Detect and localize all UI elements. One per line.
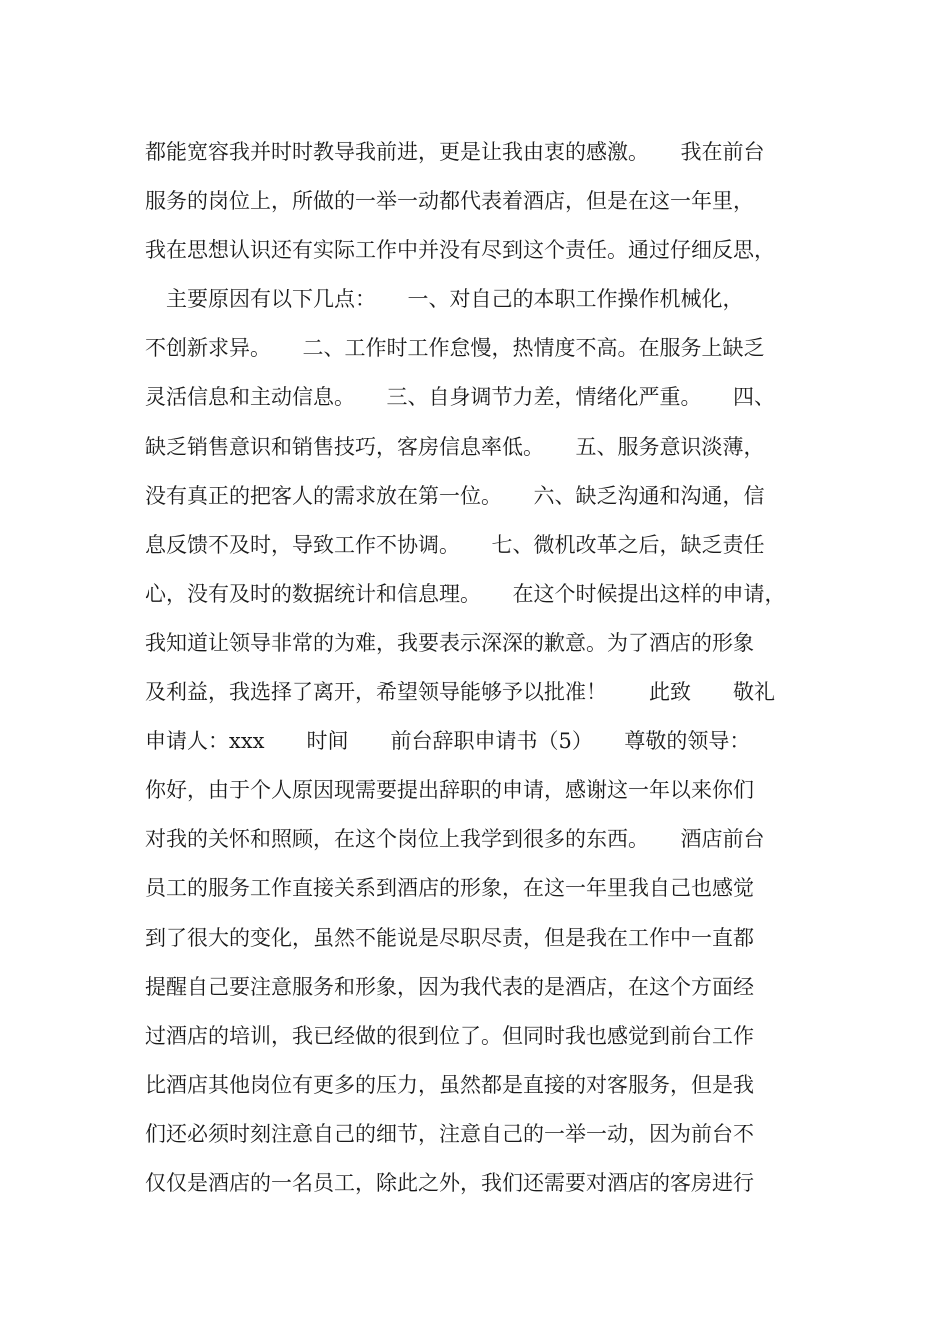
- text-line: 到了很大的变化，虽然不能说是尽职尽责，但是我在工作中一直都: [145, 925, 754, 950]
- text-line: 们还必须时刻注意自己的细节，注意自己的一举一动，因为前台不: [145, 1121, 754, 1146]
- text-line: 你好，由于个人原因现需要提出辞职的申请，感谢这一年以来你们: [145, 778, 754, 803]
- text-line: 心，没有及时的数据统计和信息理。 在这个时候提出这样的申请，: [145, 581, 786, 606]
- text-line: 主要原因有以下几点： 一、对自己的本职工作操作机械化，: [145, 287, 744, 312]
- text-line: 提醒自己要注意服务和形象，因为我代表的是酒店，在这个方面经: [145, 974, 754, 999]
- text-line: 申请人：xxx 时间 前台辞职申请书（5） 尊敬的领导：: [145, 729, 751, 754]
- text-line: 没有真正的把客人的需求放在第一位。 六、缺乏沟通和沟通，信: [145, 483, 765, 508]
- text-line: 员工的服务工作直接关系到酒店的形象，在这一年里我自己也感觉: [145, 876, 754, 901]
- text-line: 息反馈不及时，导致工作不协调。 七、微机改革之后，缺乏责任: [145, 532, 765, 557]
- body-text: [145, 128, 835, 1208]
- text-line: 我在思想认识还有实际工作中并没有尽到这个责任。通过仔细反思，: [145, 238, 775, 263]
- text-line: 我知道让领导非常的为难，我要表示深深的歉意。为了酒店的形象: [145, 630, 754, 655]
- text-line: 都能宽容我并时时教导我前进，更是让我由衷的感激。 我在前台: [145, 140, 765, 164]
- text-line: 服务的岗位上，所做的一举一动都代表着酒店，但是在这一年里，: [145, 189, 754, 214]
- text-line: 及利益，我选择了离开，希望领导能够予以批准！ 此致 敬礼: [145, 680, 775, 705]
- text-line: 过酒店的培训，我已经做的很到位了。但同时我也感觉到前台工作: [145, 1023, 754, 1048]
- text-line: 缺乏销售意识和销售技巧，客房信息率低。 五、服务意识淡薄，: [145, 434, 765, 459]
- text-line: 灵活信息和主动信息。 三、自身调节力差，情绪化严重。 四、: [145, 385, 775, 410]
- text-line: 对我的关怀和照顾，在这个岗位上我学到很多的东西。 酒店前台: [145, 827, 765, 852]
- text-line: 仅仅是酒店的一名员工，除此之外，我们还需要对酒店的客房进行: [145, 1170, 754, 1195]
- text-line: 比酒店其他岗位有更多的压力，虽然都是直接的对客服务，但是我: [145, 1072, 754, 1097]
- text-line: 不创新求异。 二、工作时工作怠慢，热情度不高。在服务上缺乏: [145, 336, 765, 361]
